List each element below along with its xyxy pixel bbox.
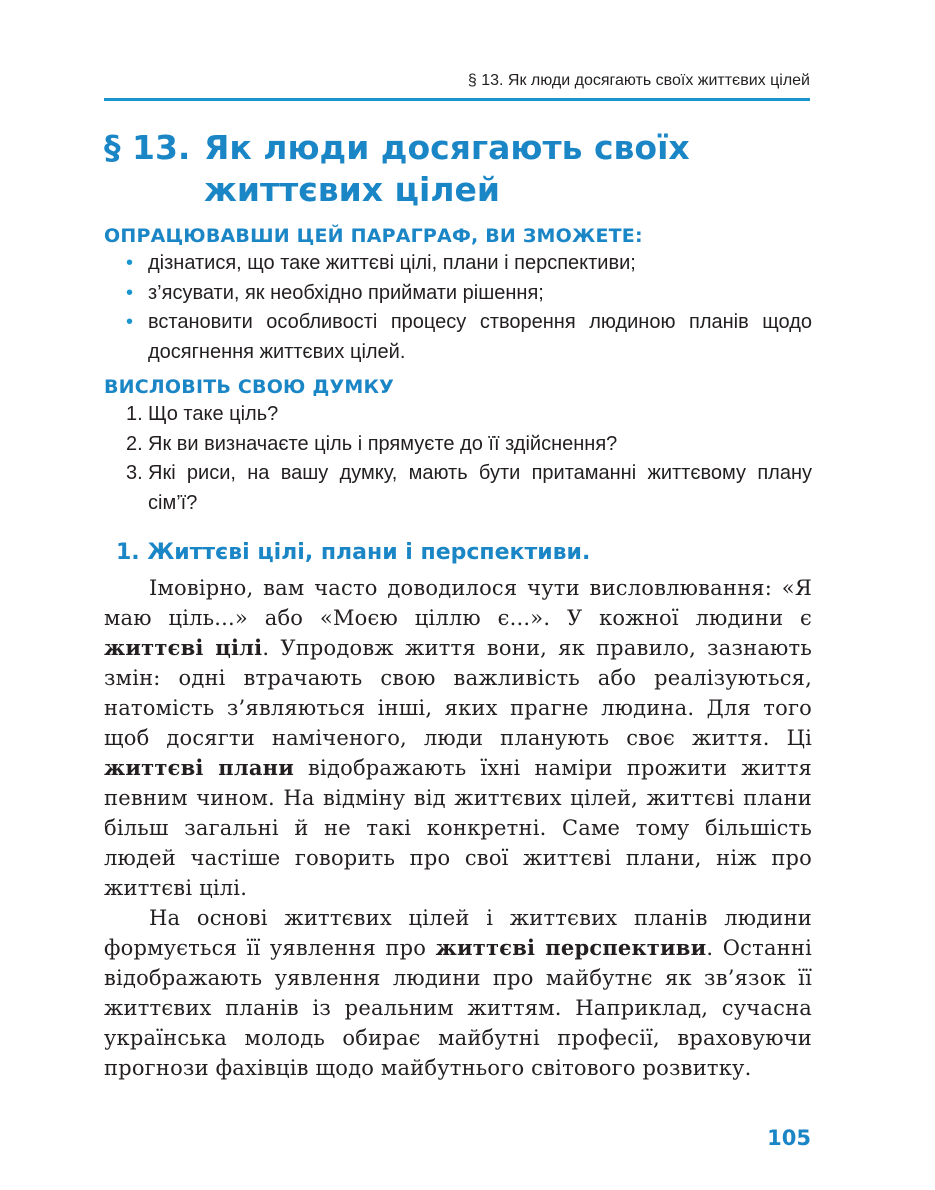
paragraph: Імовірно, вам часто доводилося чути висловлювання: «Я маю ціль...» або «Моєю ціллю є...». У кожної людини є життєві цілі. Упродовж життя вони, як правило, зазнають змін: одні втрачають свою важливість або реалізуються, натомість з’являються інші, яких прагне людина. Для того щоб досягти наміченого, люди планують своє життя. Ці життєві плани відображають їхні наміри прожити життя певним чином. На відміну від життєвих цілей, життєві плани більш загальні й не такі конкретні. Саме тому більшість людей частіше говорить про свої життєві плани, ніж про життєві цілі.: [104, 576, 812, 900]
term-life-perspectives: життєві перспективи: [435, 935, 707, 960]
chapter-number: § 13.: [104, 128, 191, 167]
list-item: 3. Які риси, на вашу думку, мають бути притаманні життєвому плану сім’ї?: [126, 462, 812, 514]
list-item: 2. Як ви визначаєте ціль і прямуєте до її здійснення?: [126, 432, 618, 455]
paragraph: На основі життєвих цілей і життєвих планів людини формується її уявлення про життєві перспективи. Останні відображають уявлення людини про майбутнє як зв’язок її життєвих планів із реальним життям. Наприклад, сучасна українська молодь обирає майбутні професії, враховуючи прогнози фахівців щодо майбутнього світового розвитку.: [104, 906, 812, 1080]
bullet-icon: •: [126, 281, 134, 304]
section-heading: 1. Життєві цілі, плани і перспективи.: [116, 540, 591, 565]
running-head: § 13. Як люди досягають своїх життєвих цілей: [467, 72, 810, 89]
list-item: • дізнатися, що таке життєві цілі, плани і перспективи;: [104, 249, 812, 279]
term-life-plans: життєві плани: [104, 755, 294, 780]
objectives-list: [104, 249, 812, 367]
bullet-icon: •: [126, 311, 134, 333]
chapter-title-text: Як люди досягають своїх життєвих цілей: [204, 128, 690, 209]
opinion-questions: [104, 400, 812, 518]
objectives-heading: ОПРАЦЮВАВШИ ЦЕЙ ПАРАГРАФ, ВИ ЗМОЖЕТЕ:: [104, 225, 643, 247]
body-text: [104, 573, 812, 1083]
term-life-goals: життєві цілі: [104, 635, 263, 660]
bullet-icon: •: [126, 252, 134, 274]
opinion-heading: ВИСЛОВІТЬ СВОЮ ДУМКУ: [104, 376, 395, 398]
list-item: • встановити особливості процесу створення людиною планів щодо досягнення життєвих цілей.: [104, 308, 812, 367]
list-item: • з’ясувати, як необхідно приймати рішення;: [104, 279, 812, 309]
list-item: 1. Що таке ціль?: [126, 403, 279, 425]
header-rule: [104, 98, 810, 101]
page-number: 105: [767, 1126, 811, 1150]
